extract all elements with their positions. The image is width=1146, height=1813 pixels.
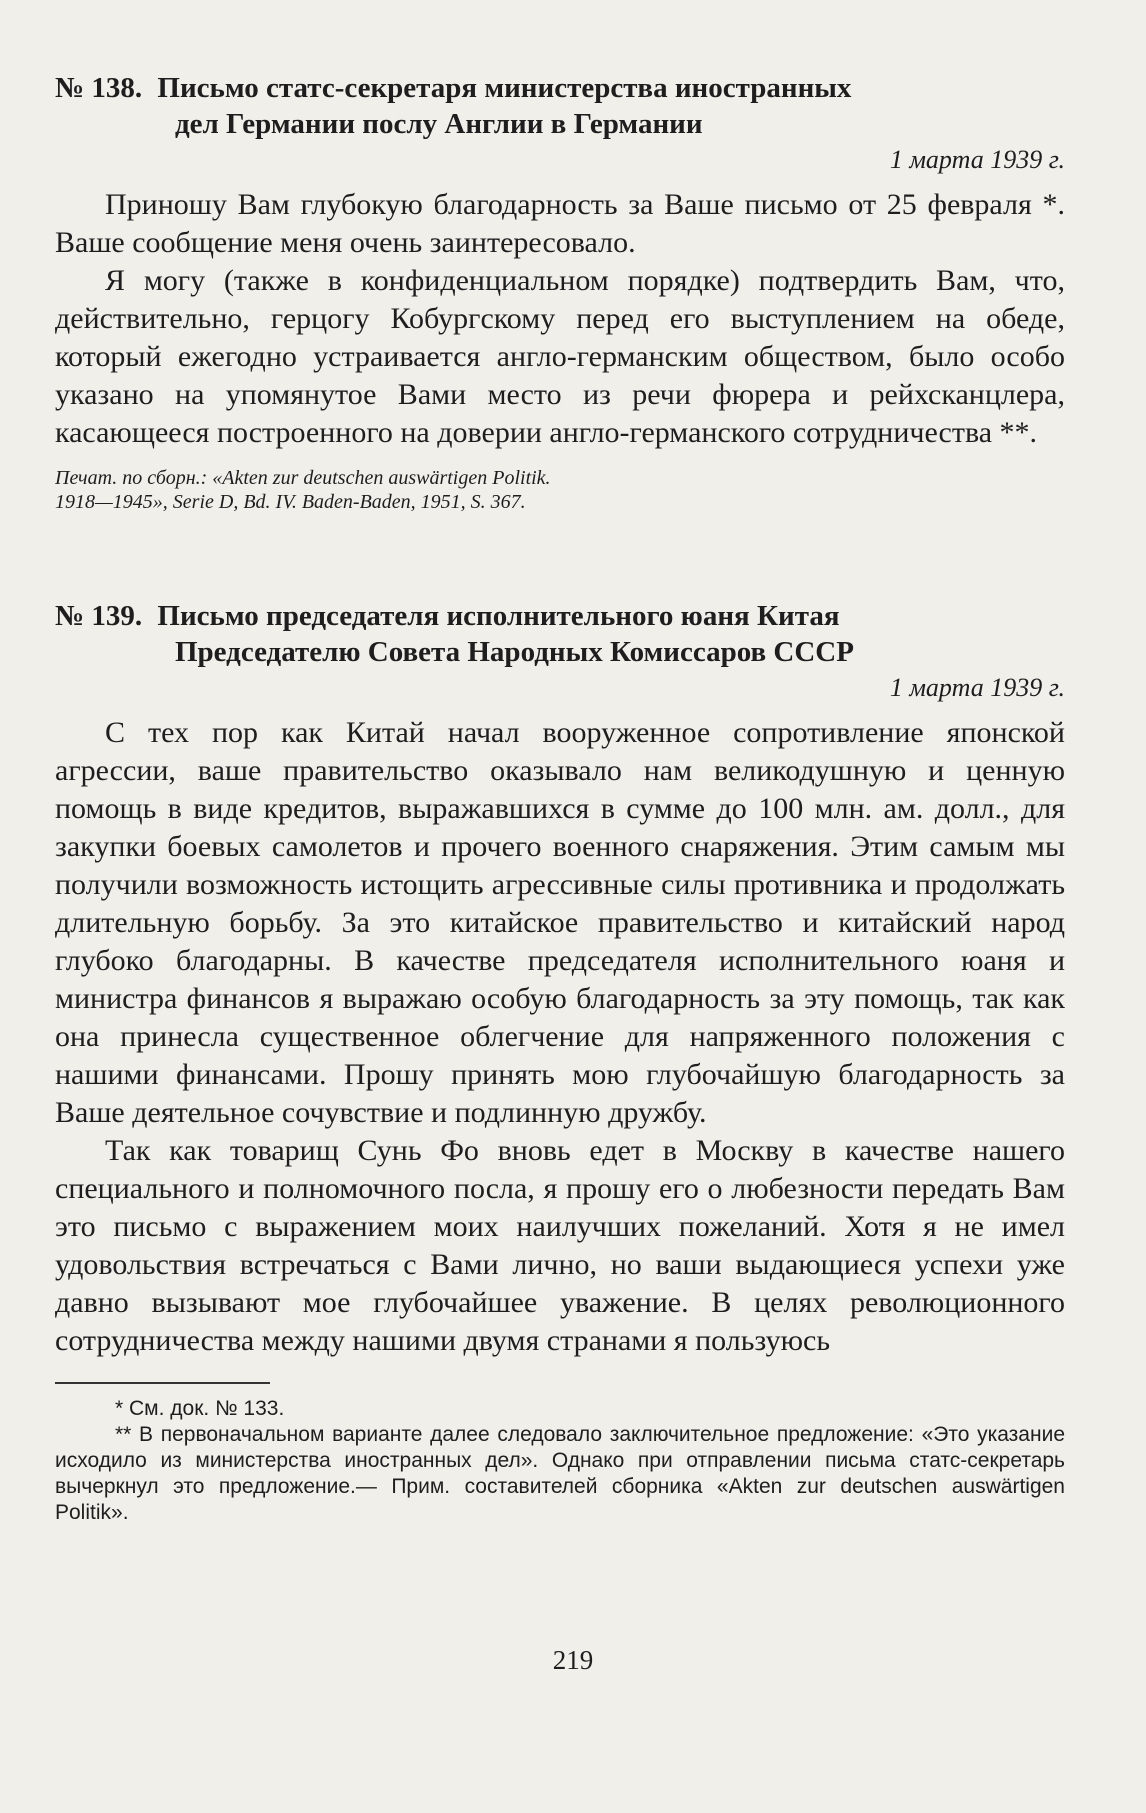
page-number: 219 xyxy=(552,1645,594,1675)
doc-139-date: 1 марта 1939 г. xyxy=(889,673,1065,702)
doc-139-paragraph-2: Так как товарищ Сунь Фо вновь едет в Москву в качестве нашего специального и полномочного посла, я прошу его о любезности передать Вам это письмо с выражением моих наилучших пожеланий. Хотя я не имел удовольствия встречаться с Вами лично, но ваши выдающиеся успехи уже давно вызывают мое глубочайшее уважение. В целях революционного сотрудничества между нашими двумя странами я пользуюсь xyxy=(55,1134,1065,1357)
doc-138-date: 1 марта 1939 г. xyxy=(889,145,1065,174)
doc-138-paragraph-2: Я могу (также в конфиденциальном порядке) подтвердить Вам, что, действительно, герцогу Кобургскому перед его выступлением на обеде, который ежегодно устраивается англо-германским обществом, было особо указано на упомянутое Вами место из речи фюрера и рейхсканцлера, касающееся построенного на доверии англо-германского сотрудничества **. xyxy=(55,264,1065,449)
section-gap xyxy=(55,514,1065,598)
doc-138-title-line2: дел Германии послу Англии в Германии xyxy=(175,108,703,140)
document-138 xyxy=(55,70,1065,514)
doc-138-paragraph-1: Приношу Вам глубокую благодарность за Ваше письмо от 25 февраля *. Ваше сообщение меня очень заинтересовало. xyxy=(55,188,1065,259)
doc-138-title xyxy=(55,70,1065,142)
doc-138-title-line1: Письмо статс-секретаря министерства иностранных xyxy=(157,72,852,104)
doc-138-number: № 138. xyxy=(55,72,143,104)
doc-139-paragraph-1: С тех пор как Китай начал вооруженное сопротивление японской агрессии, ваше правительство оказывало нам великодушную и ценную помощь в виде кредитов, выражавшихся в сумме до 100 млн. ам. долл., для закупки боевых самолетов и прочего военного снаряжения. Этим самым мы получили возможность истощить агрессивные силы противника и продолжать длительную борьбу. За это китайское правительство и китайский народ глубоко благодарны. В качестве председателя исполнительного юаня и министра финансов я выражаю особую благодарность за эту помощь, так как она принесла существенное облегчение для напряженного положения с нашими финансами. Прошу принять мою глубочайшую благодарность за Ваше деятельное сочувствие и подлинную дружбу. xyxy=(55,716,1065,1129)
footnote-divider xyxy=(55,1382,270,1384)
doc-139-title-line1: Письмо председателя исполнительного юаня Китая xyxy=(157,600,840,632)
footnotes xyxy=(55,1396,1065,1526)
doc-138-source: Печат. по сборн.: «Akten zur deutschen auswärtigen Politik. 1918—1945», Serie D, Bd. IV. Baden-Baden, 1951, S. 367. xyxy=(55,467,551,513)
doc-139-title-line2: Председателю Совета Народных Комиссаров СССР xyxy=(175,636,854,668)
doc-139-number: № 139. xyxy=(55,600,143,632)
book-page xyxy=(55,70,1065,1526)
footnote-1: * См. док. № 133. xyxy=(115,1397,285,1420)
document-139 xyxy=(55,598,1065,1360)
footnote-2: ** В первоначальном варианте далее следовало заключительное предложение: «Это указание исходило из министерства иностранных дел». Однако при отправлении письма статс-секретарь вычеркнул это предложение.— Прим. составителей сборника «Akten zur deutschen auswärtigen Politik». xyxy=(55,1423,1065,1524)
doc-139-title xyxy=(55,598,1065,670)
